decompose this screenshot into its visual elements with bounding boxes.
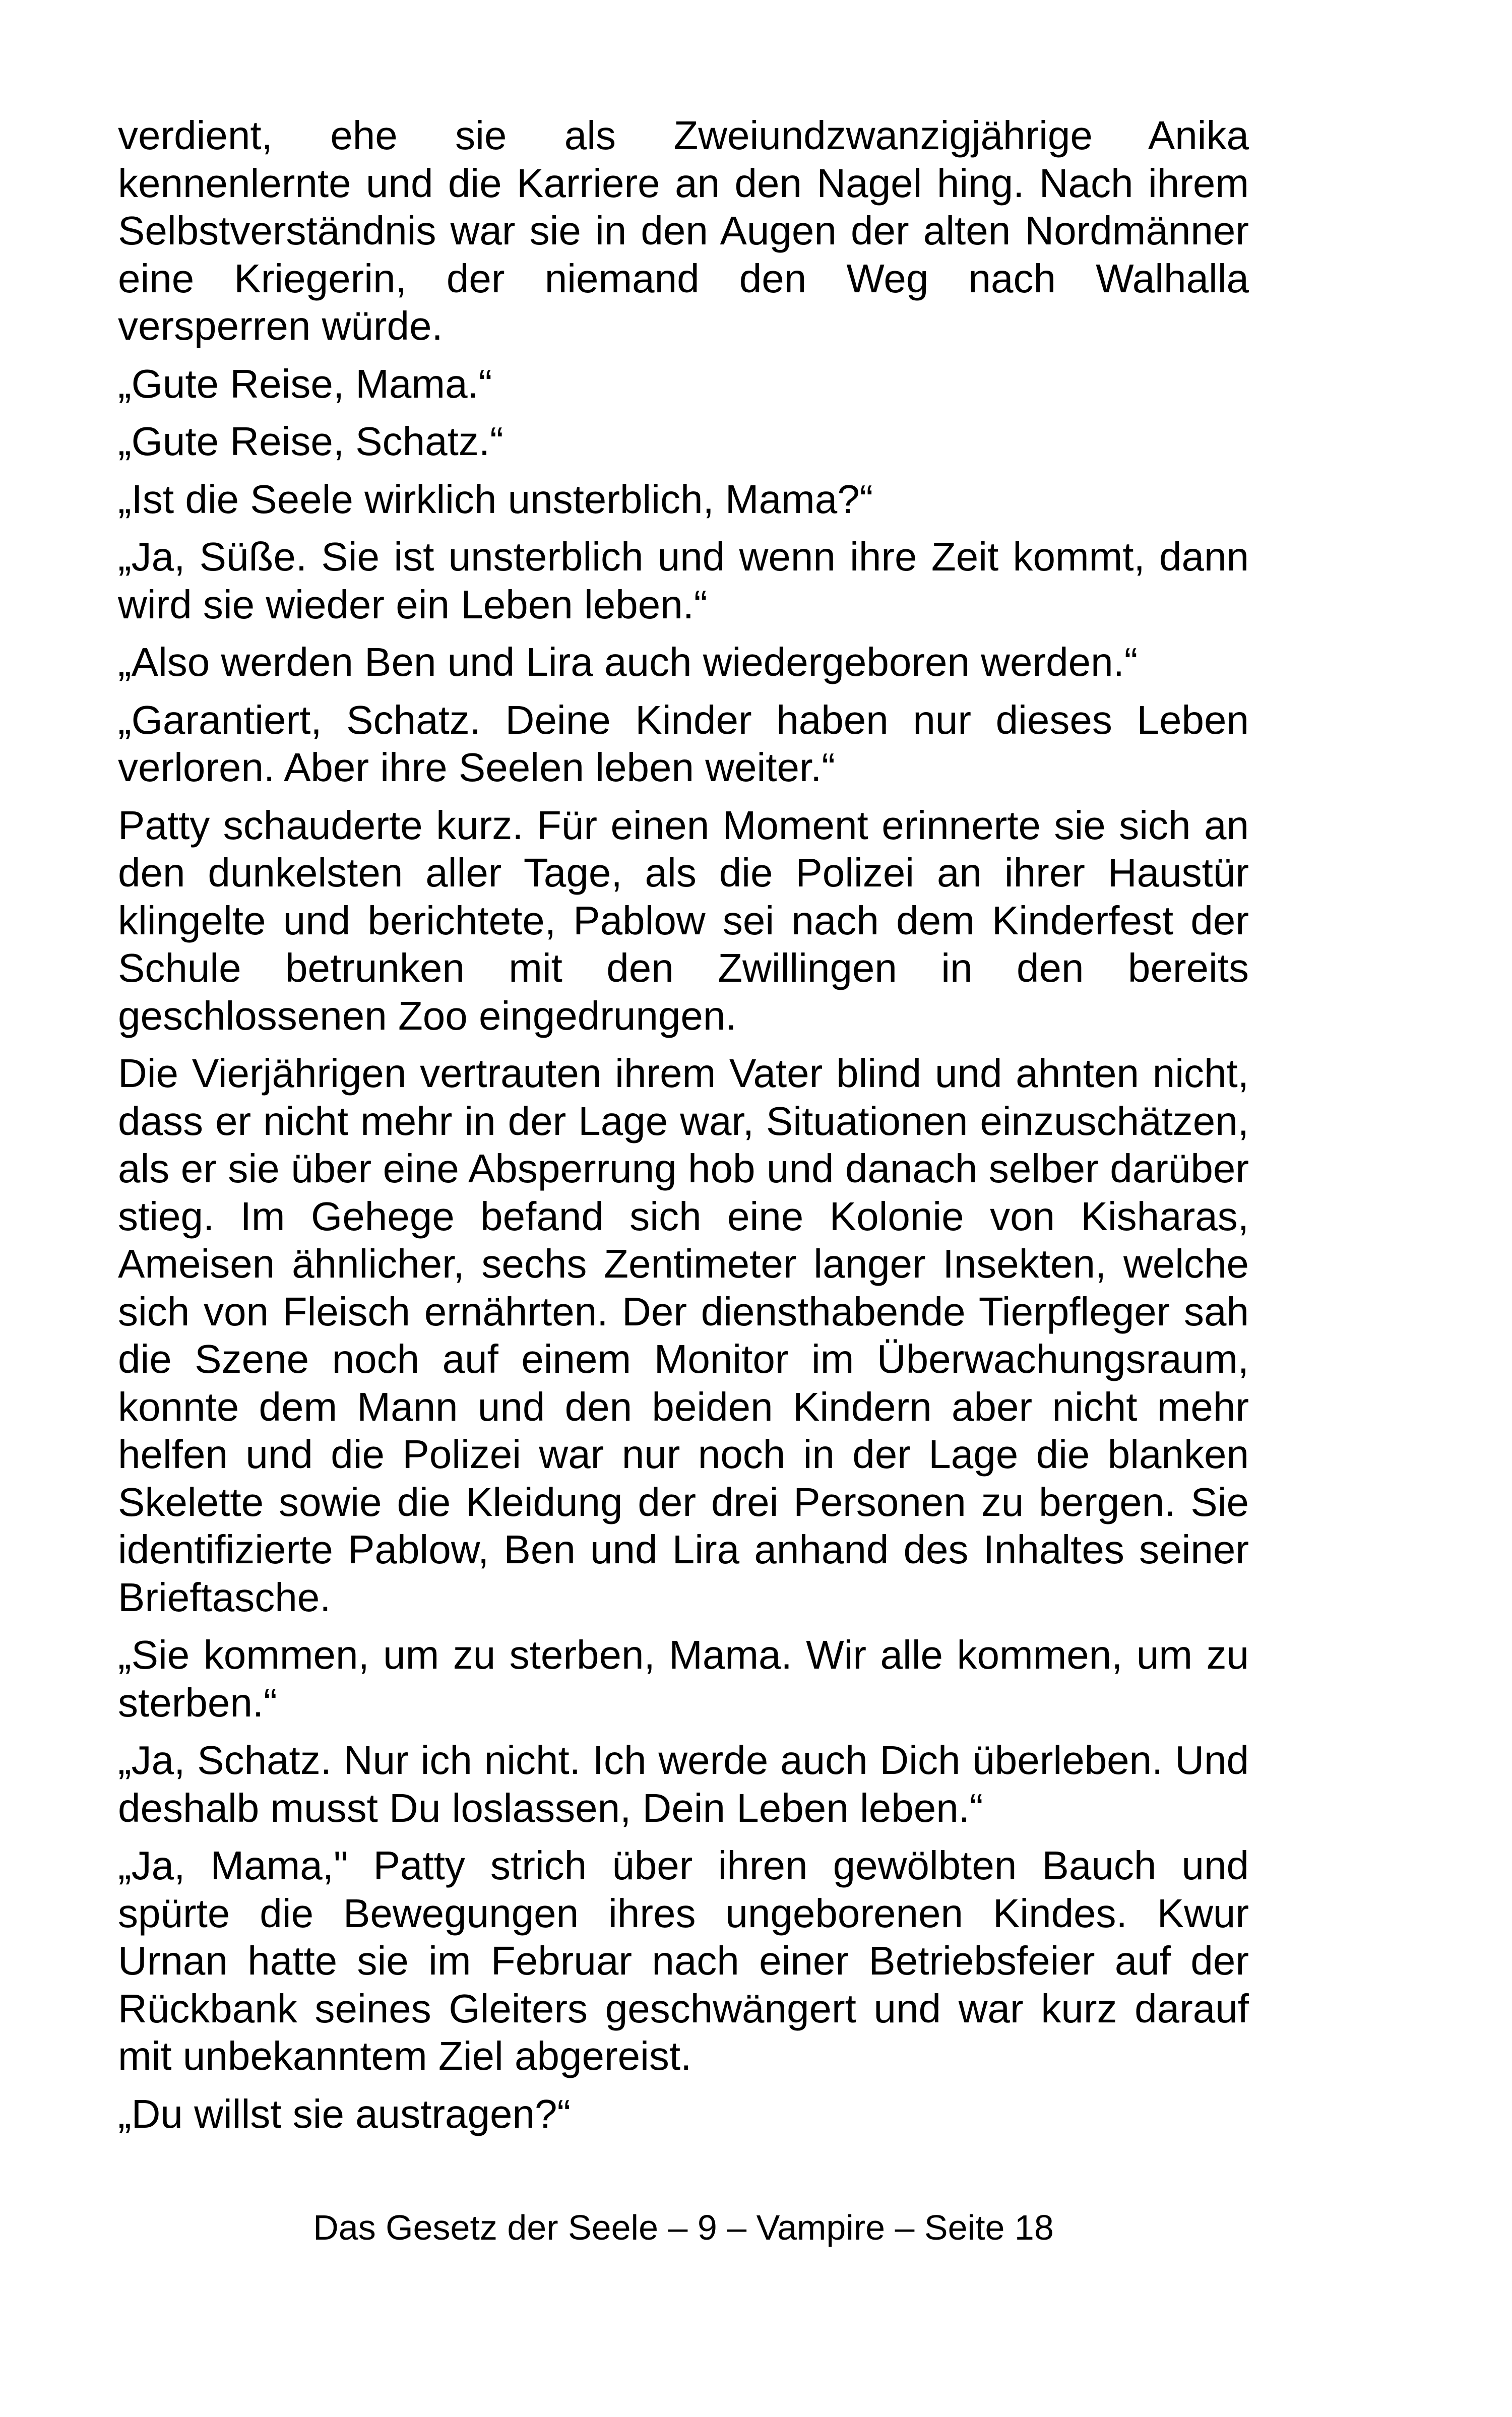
paragraph: „Ja, Süße. Sie ist unsterblich und wenn ihre Zeit kommt, dann wird sie wieder ein Leben leben.“ <box>118 534 1249 627</box>
paragraph: „Gute Reise, Mama.“ <box>118 361 492 406</box>
paragraph: „Ist die Seele wirklich unsterblich, Mama?“ <box>118 476 873 522</box>
paragraph: Die Vierjährigen vertrauten ihrem Vater blind und ahnten nicht, dass er nicht mehr in der Lage war, Situationen einzuschätzen, als er sie über eine Absperrung hob und danach selber darüber stieg. Im Gehege befand sich eine Kolonie von Kisharas, Ameisen ähnlicher, sechs Zentimeter langer Insekten, welche sich von Fleisch ernährten. Der diensthabende Tierpfleger sah die Szene noch auf einem Monitor im Überwachungsraum, konnte dem Mann und den beiden Kindern aber nicht mehr helfen und die Polizei war nur noch in der Lage die blanken Skelette sowie die Kleidung der drei Personen zu bergen. Sie identifizierte Pablow, Ben und Lira anhand des Inhaltes seiner Brieftasche. <box>118 1051 1249 1620</box>
paragraph: „Gute Reise, Schatz.“ <box>118 419 503 464</box>
paragraph: Patty schauderte kurz. Für einen Moment erinnerte sie sich an den dunkelsten aller Tage, als die Polizei an ihrer Haustür klingelte und berichtete, Pablow sei nach dem Kinderfest der Schule betrunken mit den Zwillingen in den bereits geschlossenen Zoo eingedrungen. <box>118 802 1249 1038</box>
paragraph: „Ja, Schatz. Nur ich nicht. Ich werde auch Dich überleben. Und deshalb musst Du loslassen, Dein Leben leben.“ <box>118 1738 1249 1830</box>
page-body <box>118 112 1249 2148</box>
paragraph: „Sie kommen, um zu sterben, Mama. Wir alle kommen, um zu sterben.“ <box>118 1632 1249 1725</box>
paragraph: „Ja, Mama," Patty strich über ihren gewölbten Bauch und spürte die Bewegungen ihres ungeborenen Kindes. Kwur Urnan hatte sie im Februar nach einer Betriebsfeier auf der Rückbank seines Gleiters geschwängert und war kurz darauf mit unbekanntem Ziel abgereist. <box>118 1843 1249 2078</box>
page-footer: Das Gesetz der Seele – 9 – Vampire – Seite 18 <box>313 2208 1054 2247</box>
paragraph: verdient, ehe sie als Zweiundzwanzigjährige Anika kennenlernte und die Karriere an den Nagel hing. Nach ihrem Selbstverständnis war sie in den Augen der alten Nordmänner eine Kriegerin, der niemand den Weg nach Walhalla versperren würde. <box>118 113 1249 348</box>
paragraph: „Du willst sie austragen?“ <box>118 2091 571 2136</box>
paragraph: „Also werden Ben und Lira auch wiedergeboren werden.“ <box>118 640 1138 684</box>
paragraph: „Garantiert, Schatz. Deine Kinder haben nur dieses Leben verloren. Aber ihre Seelen leben weiter.“ <box>118 697 1249 790</box>
